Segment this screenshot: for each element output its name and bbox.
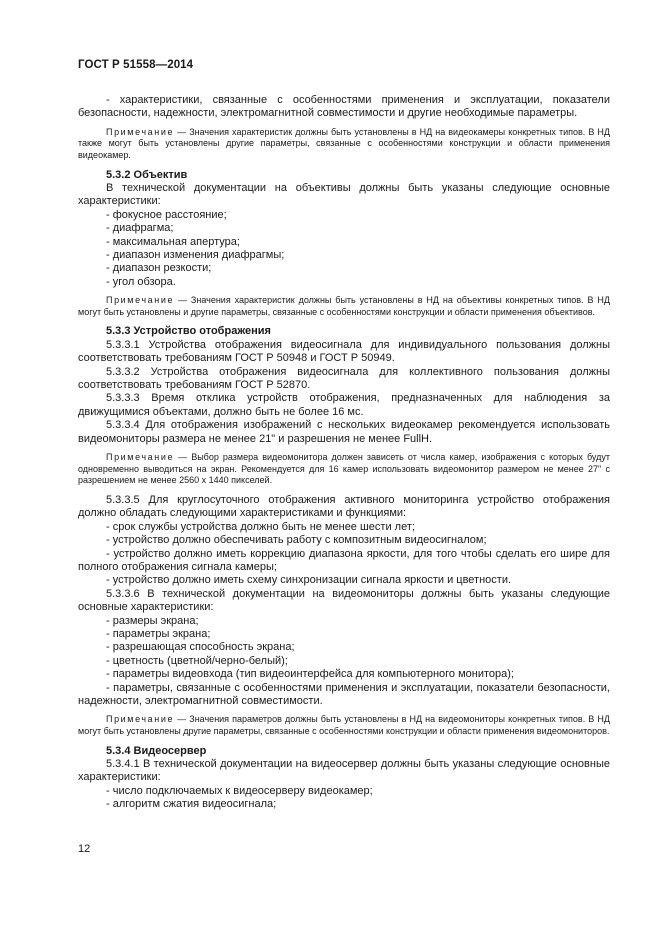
list-item: - диапазон резкости; xyxy=(106,262,212,275)
note-label: Примечание xyxy=(106,452,175,463)
paragraph: 5.3.4.1 В технической документации на видеосервер должны быть указаны следующие основные характеристики: xyxy=(78,757,610,784)
section-heading: 5.3.3 Устройство отображения xyxy=(106,325,271,338)
page-body xyxy=(78,94,610,812)
note-text: — Значения характеристик должны быть установлены в НД на видеокамеры конкретных типов. В НД также могут быть установлены другие параметры, связанные с особенностями конструкции и области применения видеокамер. xyxy=(78,126,610,160)
list-item: - параметры, связанные с особенностями применения и эксплуатации, показатели безопасности, надежности, электромагнитной совместимости. xyxy=(78,681,610,707)
list-item: - цветность (цветной/черно-белый); xyxy=(106,654,288,667)
note-label: Примечание xyxy=(106,295,175,306)
paragraph: 5.3.3.1 Устройства отображения видеосигнала для индивидуального пользования должны соответствовать требованиям ГОСТ Р 50948 и ГОСТ Р 50949. xyxy=(78,338,610,365)
paragraph: 5.3.3.2 Устройства отображения видеосигнала для коллективного пользования должны соответствовать требованиям ГОСТ Р 52870. xyxy=(78,365,610,392)
note-text: — Значения параметров должны быть установлены в НД на видеомониторы конкретных типов. В НД могут быть установлены другие параметры, связанные с особенностями конструкции и области применения видеомониторов. xyxy=(78,714,610,736)
list-item: - фокусное расстояние; xyxy=(106,208,227,221)
running-header: ГОСТ Р 51558—2014 xyxy=(78,59,194,71)
paragraph: 5.3.3.4 Для отображения изображений с нескольких видеокамер рекомендуется использовать видеомониторы размера не менее 21" и разрешения не менее FullH. xyxy=(78,419,610,445)
note-label: Примечание xyxy=(106,714,175,725)
paragraph: - характеристики, связанные с особенностями применения и эксплуатации, показатели безопасности, надежности, электромагнитной совместимости и другие необходимые параметры. xyxy=(78,94,610,120)
note xyxy=(78,295,610,318)
note-text: — Значения характеристик должны быть установлены в НД на объективы конкретных типов. В НД могут быть установлены и другие параметры, связанные с особенностями конструкции и области применения объективов. xyxy=(78,295,610,317)
note xyxy=(78,452,610,487)
list-item: - срок службы устройства должно быть не менее шести лет; xyxy=(106,520,415,533)
list-item: - диафрагма; xyxy=(106,222,174,235)
section-heading: 5.3.2 Объектив xyxy=(106,168,188,181)
list-item: - разрешающая способность экрана; xyxy=(106,641,295,654)
list-item: - устройство должно иметь схему синхронизации сигнала яркости и цветности. xyxy=(106,574,512,587)
paragraph: 5.3.3.6 В технической документации на видеомониторы должны быть указаны следующие основные характеристики: xyxy=(78,587,610,614)
list-item: - параметры видеовхода (тип видеоинтерфейса для компьютерного монитора); xyxy=(106,668,514,681)
list-item: - размеры экрана; xyxy=(106,614,199,627)
list-item: - число подключаемых к видеосерверу видеокамер; xyxy=(106,784,373,797)
section-heading: 5.3.4 Видеосервер xyxy=(106,744,207,757)
list-item: - параметры экрана; xyxy=(106,627,211,640)
paragraph: 5.3.3.3 Время отклика устройств отображения, предназначенных для наблюдения за движущимися объектами, должно быть не более 16 мс. xyxy=(78,392,610,418)
page-number: 12 xyxy=(78,843,91,855)
note xyxy=(78,127,610,162)
note-label: Примечание xyxy=(106,126,175,137)
paragraph: В технической документации на объективы должны быть указаны следующие основные характеристики: xyxy=(78,182,610,208)
paragraph: 5.3.3.5 Для круглосуточного отображения активного мониторинга устройство отображения должно обладать следующими характеристиками и функциями: xyxy=(78,493,610,520)
list-item: - диапазон изменения диафрагмы; xyxy=(106,249,285,262)
note xyxy=(78,714,610,737)
list-item: - алгоритм сжатия видеосигнала; xyxy=(106,798,277,811)
list-item: - угол обзора. xyxy=(106,275,176,288)
list-item: - устройство должно иметь коррекцию диапазона яркости, для того чтобы сделать его шире для полного отображения сигнала камеры; xyxy=(78,547,610,573)
note-text: — Выбор размера видеомонитора должен зависеть от числа камер, изображения с которых будут одновременно выводиться на экран. Рекомендуется для 16 камер использовать видеомонитор размером не менее 27" с разрешением не менее 2560 x 1440 пикселей. xyxy=(78,452,610,486)
list-item: - устройство должно обеспечивать работу с композитным видеосигналом; xyxy=(106,534,487,547)
list-item: - максимальная апертура; xyxy=(106,235,240,248)
